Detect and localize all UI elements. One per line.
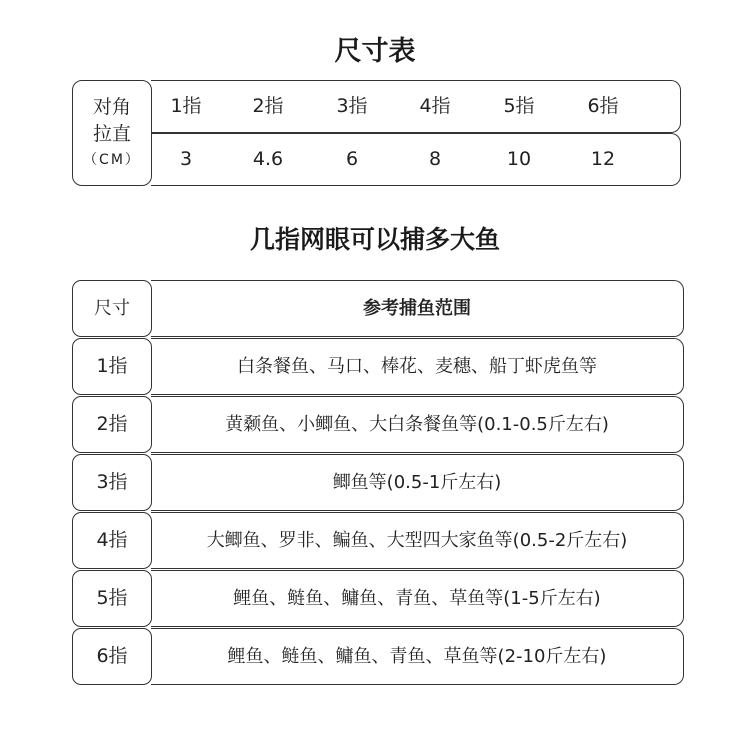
- table-row: [72, 628, 685, 684]
- row-range: 鲫鱼等(0.5-1斤左右): [151, 454, 684, 511]
- size-cell: 4指: [419, 95, 451, 117]
- row-size: 5指: [72, 570, 152, 627]
- value-cell: 6: [345, 148, 359, 170]
- size-cell: 3指: [336, 95, 368, 117]
- fish-table-header: [72, 280, 685, 336]
- table-row: [72, 570, 685, 626]
- row-size: 2指: [72, 396, 152, 453]
- size-table-row-label: [72, 80, 152, 186]
- header-range: 参考捕鱼范围: [151, 280, 684, 337]
- header-size: 尺寸: [72, 280, 152, 337]
- row-range: 鲤鱼、鲢鱼、鳙鱼、青鱼、草鱼等(2-10斤左右): [151, 628, 684, 685]
- row-range: 白条餐鱼、马口、棒花、麦穗、船丁虾虎鱼等: [151, 338, 684, 395]
- row-range: 大鲫鱼、罗非、鳊鱼、大型四大家鱼等(0.5-2斤左右): [151, 512, 684, 569]
- row-label-unit: （CM）: [83, 152, 141, 168]
- size-cell: 5指: [503, 95, 535, 117]
- table-row: [72, 396, 685, 452]
- value-cell: 3: [179, 148, 193, 170]
- value-row: [151, 133, 681, 186]
- value-cell: 10: [506, 148, 532, 170]
- value-cell: 12: [590, 148, 616, 170]
- row-size: 6指: [72, 628, 152, 685]
- size-row: [151, 80, 681, 133]
- row-size: 4指: [72, 512, 152, 569]
- row-label-line2: 拉直: [92, 123, 131, 145]
- table-row: [72, 512, 685, 568]
- size-table: [72, 80, 682, 186]
- table-row: [72, 338, 685, 394]
- row-range: 鲤鱼、鲢鱼、鳙鱼、青鱼、草鱼等(1-5斤左右): [151, 570, 684, 627]
- fish-table-title: 几指网眼可以捕多大鱼: [249, 225, 500, 254]
- size-table-title: 尺寸表: [334, 36, 416, 67]
- row-size: 3指: [72, 454, 152, 511]
- row-range: 黄颡鱼、小鲫鱼、大白条餐鱼等(0.1-0.5斤左右): [151, 396, 684, 453]
- size-cell: 2指: [252, 95, 284, 117]
- size-cell: 1指: [170, 95, 202, 117]
- size-cell: 6指: [587, 95, 619, 117]
- row-label-line1: 对角: [92, 96, 131, 118]
- table-row: [72, 454, 685, 510]
- row-size: 1指: [72, 338, 152, 395]
- value-cell: 4.6: [252, 148, 284, 170]
- value-cell: 8: [428, 148, 442, 170]
